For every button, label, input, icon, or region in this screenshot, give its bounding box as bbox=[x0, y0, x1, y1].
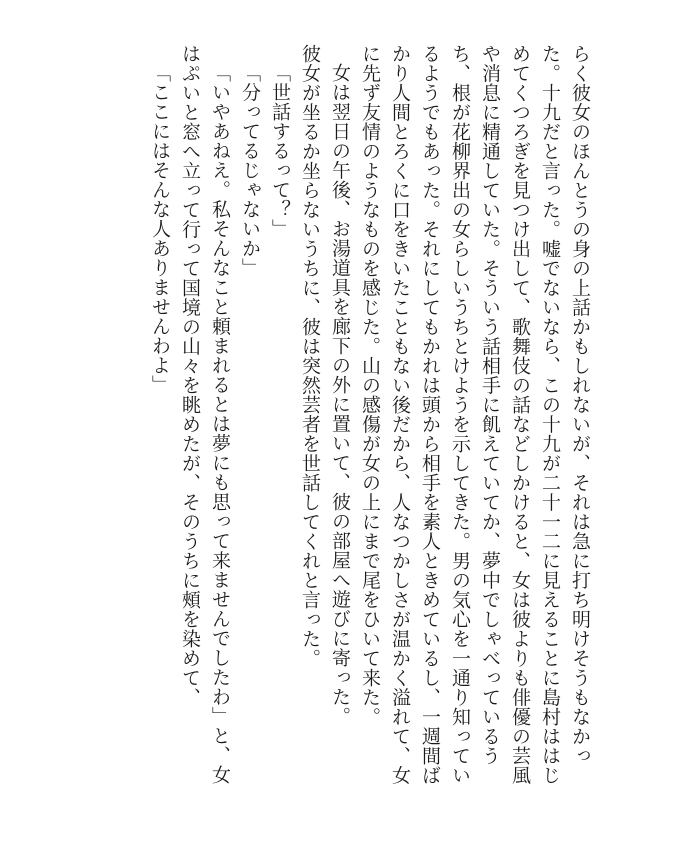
vertical-text-block bbox=[35, 44, 595, 794]
dialogue-line-4: 「ここにはそんな人ありませんわよ」 bbox=[149, 63, 171, 395]
dialogue-line-1: 「世話するって？」 bbox=[269, 63, 291, 239]
paragraph-1: らく彼女のほんとうの身の上話かもしれないが、それは急に打ち明けそうもなかった。十九だと言った。嘘でないなら、この十九が二十一二に見えることに島村ははじめてくつろぎを見つけ出して、歌舞伎の話などしかけると、女は彼よりも俳優の芸風や消息に精通していた。そういう話相手に飢えていてか、夢中でしゃべっているうち、根が花柳界出の女らしいうちとけようを示してきた。男の気心を一通り知っているようでもあった。それにしてもかれは頭から相手を素人ときめているし、一週間ばかり人間とろくに口をきいたこともない後だから、人なつかしさが温かく溢れて、女に先ず友情のようなものを感じた。山の感傷が女の上にまで尾をひいて来た。 bbox=[359, 44, 591, 785]
paragraph-3: 彼女が坐るか坐らないうちに、彼は突然芸者を世話してくれと言った。 bbox=[299, 44, 321, 668]
dialogue-line-3: 「いやあねえ。私そんなこと頼まれるとは夢にも思って来ませんでしたわ」と、女はぷいと窓へ立って行って国境の山々を眺めたが、そのうちに頰を染めて、 bbox=[179, 44, 231, 785]
dialogue-line-2: 「分ってるじゃないか」 bbox=[239, 63, 261, 278]
paragraph-2: 女は翌日の午後、お湯道具を廊下の外に置いて、彼の部屋へ遊びに寄った。 bbox=[329, 63, 351, 726]
